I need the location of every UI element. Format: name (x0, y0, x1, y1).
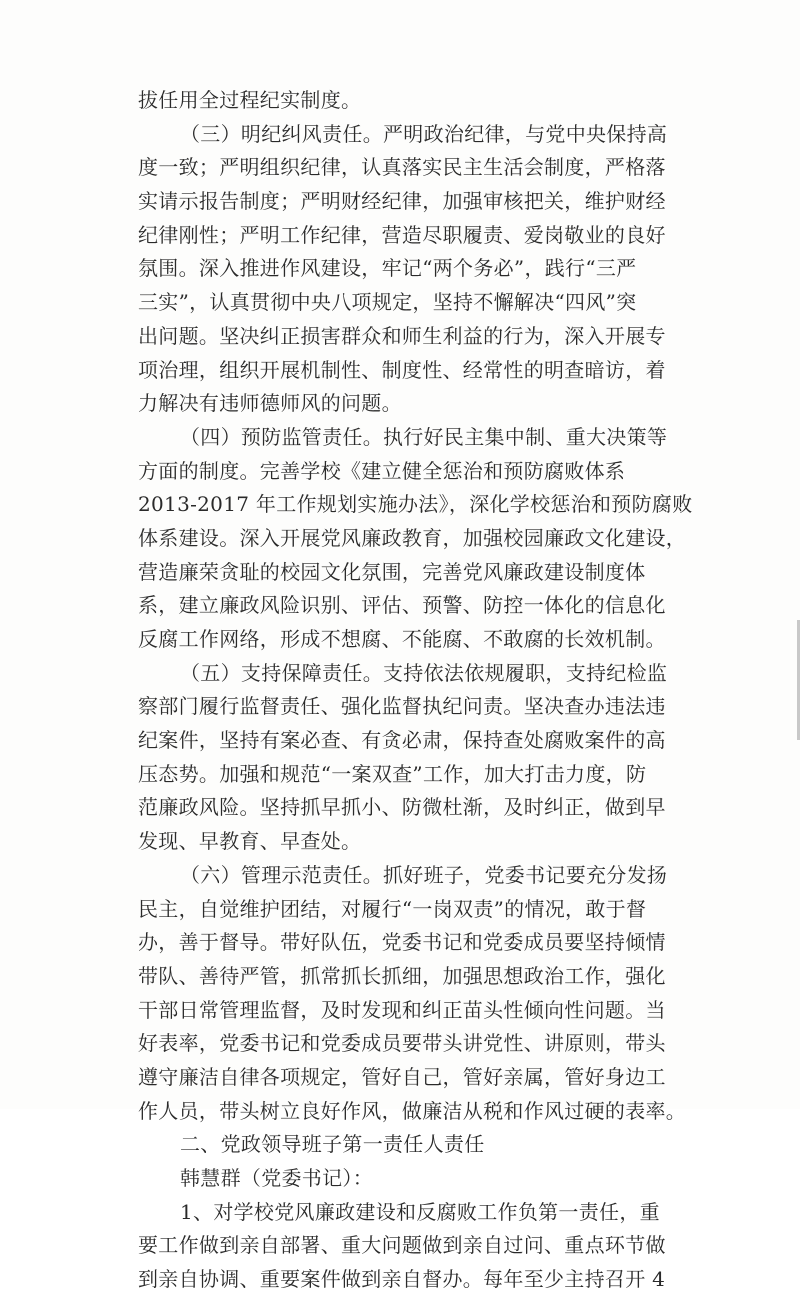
text-line: 出问题。坚决纠正损害群众和师生利益的行为，深入开展专 (138, 323, 666, 348)
text-line: 压态势。加强和规范“一案双查”工作，加大打击力度，防 (138, 761, 647, 786)
text-line: 到亲自协调、重要案件做到亲自督办。每年至少主持召开 4 (138, 1267, 666, 1292)
text-line: 系，建立廉政风险识别、评估、预警、防控一体化的信息化 (138, 593, 666, 618)
text-line: 体系建设。深入开展党风廉政教育，加强校园廉政文化建设， (138, 525, 687, 550)
text-line: 纪律刚性；严明工作纪律，营造尽职履责、爱岗敬业的良好 (138, 222, 666, 247)
text-line: 三实”，认真贯彻中央八项规定，坚持不懈解决“四风”突 (138, 290, 637, 315)
text-line: （四）预防监管责任。执行好民主集中制、重大决策等 (180, 424, 668, 449)
text-line: （三）明纪纠风责任。严明政治纪律，与党中央保持高 (180, 121, 668, 146)
text-line: 营造廉荣贪耻的校园文化氛围，完善党风廉政建设制度体 (138, 559, 646, 584)
text-line: 带队、善待严管，抓常抓长抓细，加强思想政治工作，强化 (138, 963, 666, 988)
text-line: 发现、早教育、早查处。 (138, 829, 362, 854)
text-line: 氛围。深入推进作风建设，牢记“两个务必”，践行“三严 (138, 256, 637, 281)
text-line: 1、对学校党风廉政建设和反腐败工作负第一责任，重 (180, 1199, 660, 1224)
text-line: 方面的制度。完善学校《建立健全惩治和预防腐败体系 (138, 458, 626, 483)
text-line: 力解决有违师德师风的问题。 (138, 391, 402, 416)
text-line: 范廉政风险。坚持抓早抓小、防微杜渐，及时纠正，做到早 (138, 795, 666, 820)
text-line: 要工作做到亲自部署、重大问题做到亲自过问、重点环节做 (138, 1233, 666, 1258)
text-line: 遵守廉洁自律各项规定，管好自己，管好亲属，管好身边工 (138, 1064, 666, 1089)
text-line: 作人员，带头树立良好作风，做廉洁从税和作风过硬的表率。 (138, 1098, 687, 1123)
text-line: 韩慧群（党委书记）： (180, 1166, 373, 1190)
text-line: 反腐工作网络，形成不想腐、不能腐、不敢腐的长效机制。 (138, 627, 666, 651)
document-body (138, 84, 693, 1297)
text-line: （六）管理示范责任。抓好班子，党委书记要充分发扬 (180, 862, 668, 887)
text-line: 办，善于督导。带好队伍，党委书记和党委成员要坚持倾情 (138, 930, 666, 955)
text-line: 察部门履行监督责任、强化监督执纪问责。坚决查办违法违 (138, 694, 666, 719)
text-line: 好表率，党委书记和党委成员要带头讲党性、讲原则，带头 (138, 1031, 666, 1056)
text-line: 2013-2017 年工作规划实施办法》，深化学校惩治和预防腐败 (138, 492, 693, 517)
text-line: 纪案件，坚持有案必查、有贪必肃，保持查处腐败案件的高 (138, 728, 666, 753)
text-line: （五）支持保障责任。支持依法依规履职，支持纪检监 (180, 660, 668, 685)
text-line: 二、党政领导班子第一责任人责任 (180, 1132, 485, 1157)
text-line: 度一致；严明组织纪律，认真落实民主生活会制度，严格落 (138, 155, 666, 180)
text-line: 实请示报告制度；严明财经纪律，加强审核把关，维护财经 (138, 189, 666, 214)
text-line: 干部日常管理监督，及时发现和纠正苗头性倾向性问题。当 (138, 997, 666, 1022)
text-line: 项治理，组织开展机制性、制度性、经常性的明查暗访，着 (138, 357, 666, 382)
text-line: 拔任用全过程纪实制度。 (138, 88, 362, 112)
text-line: 民主，自觉维护团结，对履行“一岗双责”的情况，敢于督 (138, 896, 647, 921)
